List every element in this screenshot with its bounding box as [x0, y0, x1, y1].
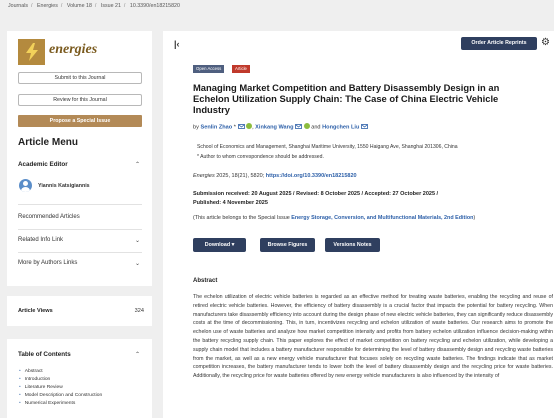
by-label: by: [193, 124, 199, 131]
chevron-up-icon[interactable]: ⌃: [134, 352, 140, 358]
article-menu-title: Article Menu: [18, 137, 79, 148]
versions-notes-button[interactable]: Versions Notes: [325, 238, 380, 252]
breadcrumb-issue[interactable]: Issue 21: [100, 3, 121, 9]
article-views-count: 324: [134, 308, 144, 314]
toc-panel: [7, 339, 152, 418]
collapse-sidebar-icon[interactable]: |‹: [174, 39, 180, 49]
author-link[interactable]: Xinkang Wang: [255, 124, 294, 131]
more-by-authors-links[interactable]: More by Authors Links: [18, 260, 78, 266]
article-title: Managing Market Competition and Battery Disassembly Design in an Echelon Utilization Supply Chain: The Case of China Electric Vehicle Industry: [193, 82, 500, 115]
order-reprints-button[interactable]: Order Article Reprints: [461, 37, 537, 50]
avatar: [19, 179, 32, 192]
toc-item[interactable]: • Introduction: [19, 376, 102, 384]
open-access-badge: Open Access: [193, 65, 224, 73]
download-label: Download: [204, 242, 231, 248]
corresponding-note: * Author to whom correspondence should be addressed.: [197, 154, 324, 160]
related-info-link[interactable]: Related Info Link: [18, 237, 64, 243]
submit-button[interactable]: Submit to this Journal: [18, 72, 142, 84]
breadcrumb-journals[interactable]: Journals: [8, 3, 29, 9]
journal-logo-text[interactable]: energies: [49, 42, 98, 57]
breadcrumb-volume[interactable]: Volume 18: [66, 3, 92, 9]
special-issue-suffix: ): [473, 215, 476, 221]
breadcrumb-energies[interactable]: Energies: [37, 3, 58, 9]
abstract-text: The echelon utilization of electric vehicle batteries is regarded as an effective method for treating waste batteries, enabling the recycling and reuse of retired electric vehicle batteries. However, the efficiency of battery disassembly is a crucial factor that impacts the potential for battery recycling. When manufacturers take disassembly efficiency into account during the design phase of new electric vehicle batteries, they can significantly reduce disassembly costs at the time of decommissioning. This, in turn, incentivizes recycling and echelon utilization of waste batteries. Our research aims to promote the echelon use of waste batteries and analyze how market competition intensity and profits from battery echelon utilization influence decision-making within the battery recycling supply chain. This paper explores the effect of market competition on battery recycling and echelon utilization, while developing a supply chain model that includes a battery manufacturer responsible for determining the level of battery disassembly design and recycling waste batteries from the market, as well as a new energy vehicle manufacturer that focuses solely on recycling waste batteries. The findings indicate that as market competition increases, the battery manufacturer tends to lower both the level of battery disassembly design and the recycling price for waste batteries. Additionally, the recycling price for waste batteries offered by new energy vehicle manufacturers is also influenced by the intensity of: [193, 294, 553, 380]
and-label: and: [311, 124, 321, 131]
journal-logo-icon[interactable]: [18, 39, 45, 65]
article-views-label: Article Views: [18, 308, 53, 314]
toc-list: [19, 368, 102, 408]
special-issue-link[interactable]: Energy Storage, Conversion, and Multifunctional Materials, 2nd Edition: [291, 215, 474, 221]
affiliation-text: School of Economics and Management, Shanghai Maritime University, 1550 Haigang Ave, Shanghai 201306, China: [197, 144, 458, 150]
chevron-down-icon[interactable]: ⌄: [134, 238, 140, 244]
toc-item[interactable]: • Model Description and Construction: [19, 392, 102, 400]
toc-item[interactable]: • Abstract: [19, 368, 102, 376]
academic-editor-heading[interactable]: Academic Editor: [18, 161, 68, 168]
citation: [193, 173, 357, 179]
special-issue-note: [193, 214, 533, 223]
dates-line: Submission received: 20 August 2025 / Revised: 8 October 2025 / Accepted: 27 October 2025 /: [193, 191, 439, 197]
article-views-panel: [7, 296, 152, 326]
recommended-articles[interactable]: Recommended Articles: [18, 214, 80, 220]
author-list: by Senlin Zhao * , Xinkang Wang and Hongchen Liu: [193, 123, 368, 131]
orcid-icon[interactable]: [304, 123, 310, 131]
journal-name: Energies: [193, 173, 215, 179]
breadcrumb: Journals / Energies / Volume 18 / Issue 21 / 10.3390/en18215820: [8, 3, 180, 9]
download-button[interactable]: [193, 238, 246, 252]
gear-icon[interactable]: ⚙: [541, 37, 550, 48]
email-icon[interactable]: [361, 124, 368, 131]
volume-info: 2025, 18(21), 5820;: [216, 173, 265, 179]
toc-item[interactable]: • Literature Review: [19, 384, 102, 392]
chevron-down-icon[interactable]: ⌄: [134, 261, 140, 267]
author-link[interactable]: Hongchen Liu: [322, 124, 360, 131]
corresponding-text: Author to whom correspondence should be addressed.: [200, 154, 324, 160]
affiliation: [197, 142, 458, 162]
review-button[interactable]: Review for this Journal: [18, 94, 142, 106]
email-icon[interactable]: [295, 124, 302, 131]
chevron-down-icon: ▾: [231, 242, 235, 248]
chevron-up-icon[interactable]: ⌃: [134, 162, 140, 168]
browse-figures-button[interactable]: Browse Figures: [260, 238, 315, 252]
propose-special-issue-button[interactable]: Propose a Special Issue: [18, 115, 142, 127]
editor-name[interactable]: Yiannis Katsigiannis: [38, 183, 90, 189]
lightning-icon: [24, 43, 40, 61]
abstract-heading: Abstract: [193, 278, 218, 284]
divider: [18, 252, 142, 253]
sidebar-panel: [7, 31, 152, 286]
breadcrumb-doi: 10.3390/en18215820: [129, 3, 180, 9]
toc-title: Table of Contents: [18, 351, 71, 358]
orcid-icon[interactable]: [246, 123, 252, 131]
special-issue-prefix: (This article belongs to the Special Issue: [193, 215, 290, 221]
email-icon[interactable]: [238, 124, 245, 131]
divider: [18, 204, 142, 205]
corresponding-mark: *: [233, 124, 236, 131]
published-date: Published: 4 November 2025: [193, 199, 268, 206]
publication-dates: [193, 190, 438, 207]
author-link[interactable]: Senlin Zhao: [200, 124, 233, 131]
divider: [18, 229, 142, 230]
article-panel: [163, 31, 554, 418]
doi-link[interactable]: https://doi.org/10.3390/en18215820: [265, 173, 357, 179]
toc-item[interactable]: • Numerical Experiments: [19, 400, 102, 408]
article-type-badge: Article: [232, 65, 250, 73]
